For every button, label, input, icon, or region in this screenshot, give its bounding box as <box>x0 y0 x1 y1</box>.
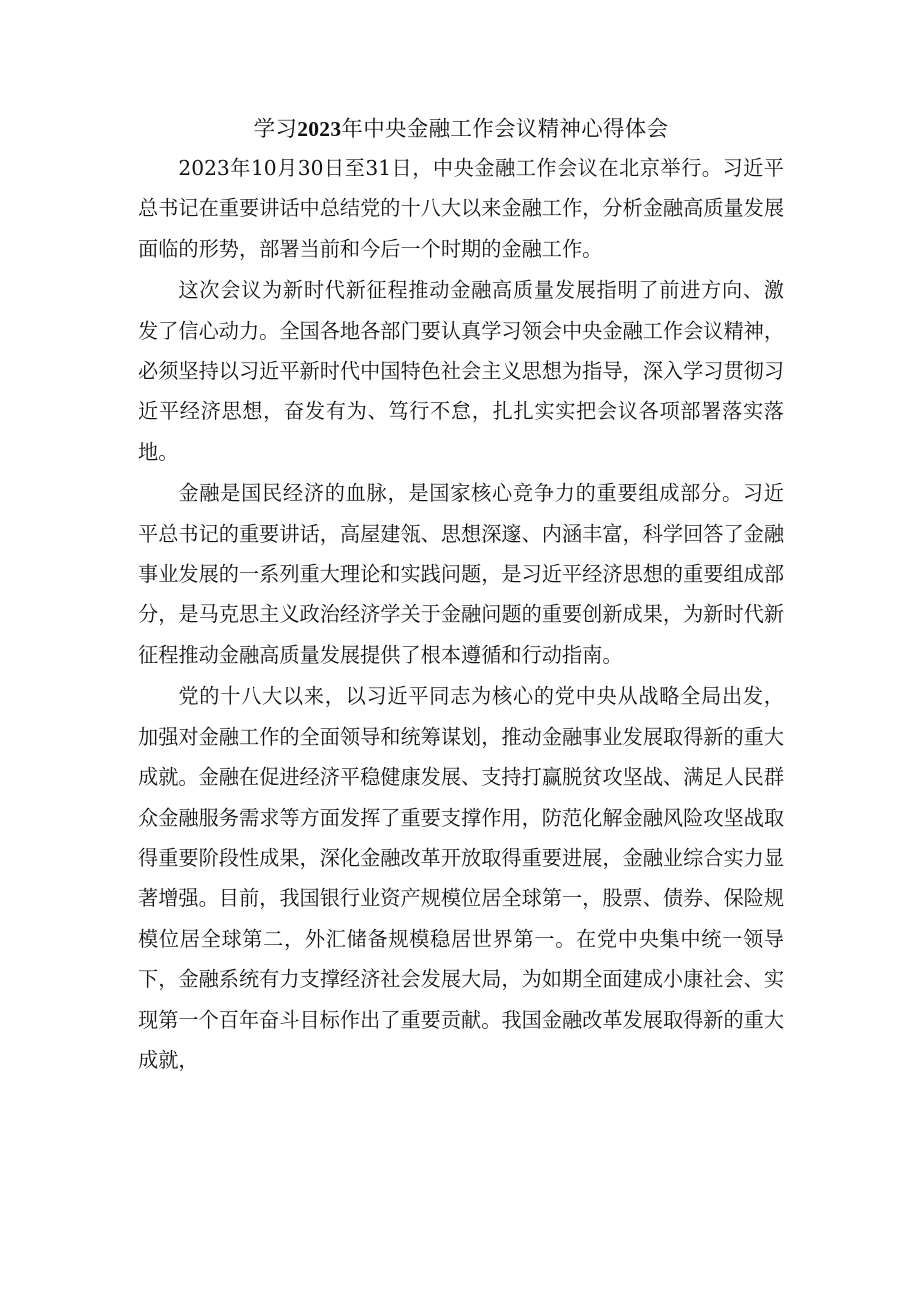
document-title <box>138 110 784 148</box>
paragraph-2: 这次会议为新时代新征程推动金融高质量发展指明了前进方向、激发了信心动力。全国各地各部门要认真学习领会中央金融工作会议精神，必须坚持以习近平新时代中国特色社会主义思想为指导，深入学习贯彻习近平经济思想，奋发有为、笃行不怠，扎扎实实把会议各项部署落实落地。 <box>138 278 785 464</box>
document-page <box>138 110 784 1080</box>
title-year: 2023 <box>297 117 342 141</box>
title-prefix: 学习 <box>253 117 298 142</box>
title-suffix: 年中央金融工作会议精神心得体会 <box>341 117 669 142</box>
paragraph-3: 金融是国民经济的血脉，是国家核心竞争力的重要组成部分。习近平总书记的重要讲话，高屋建瓴、思想深邃、内涵丰富，科学回答了金融事业发展的一系列重大理论和实践问题，是习近平经济思想的重要组成部分，是马克思主义政治经济学关于金融问题的重要创新成果，为新时代新征程推动金融高质量发展提供了根本遵循和行动指南。 <box>138 481 785 667</box>
paragraph-1: 2023年10月30日至31日，中央金融工作会议在北京举行。习近平总书记在重要讲话中总结党的十八大以来金融工作，分析金融高质量发展面临的形势，部署当前和今后一个时期的金融工作。 <box>138 156 785 261</box>
paragraph-4: 党的十八大以来，以习近平同志为核心的党中央从战略全局出发，加强对金融工作的全面领导和统筹谋划，推动金融事业发展取得新的重大成就。金融在促进经济平稳健康发展、支持打赢脱贫攻坚战、满足人民群众金融服务需求等方面发挥了重要支撑作用，防范化解金融风险攻坚战取得重要阶段性成果，深化金融改革开放取得重要进展，金融业综合实力显著增强。目前，我国银行业资产规模位居全球第一，股票、债券、保险规模位居全球第二，外汇储备规模稳居世界第一。在党中央集中统一领导下，金融系统有力支撑经济社会发展大局，为如期全面建成小康社会、实现第一个百年奋斗目标作出了重要贡献。我国金融改革发展取得新的重大成就， <box>138 684 785 1072</box>
